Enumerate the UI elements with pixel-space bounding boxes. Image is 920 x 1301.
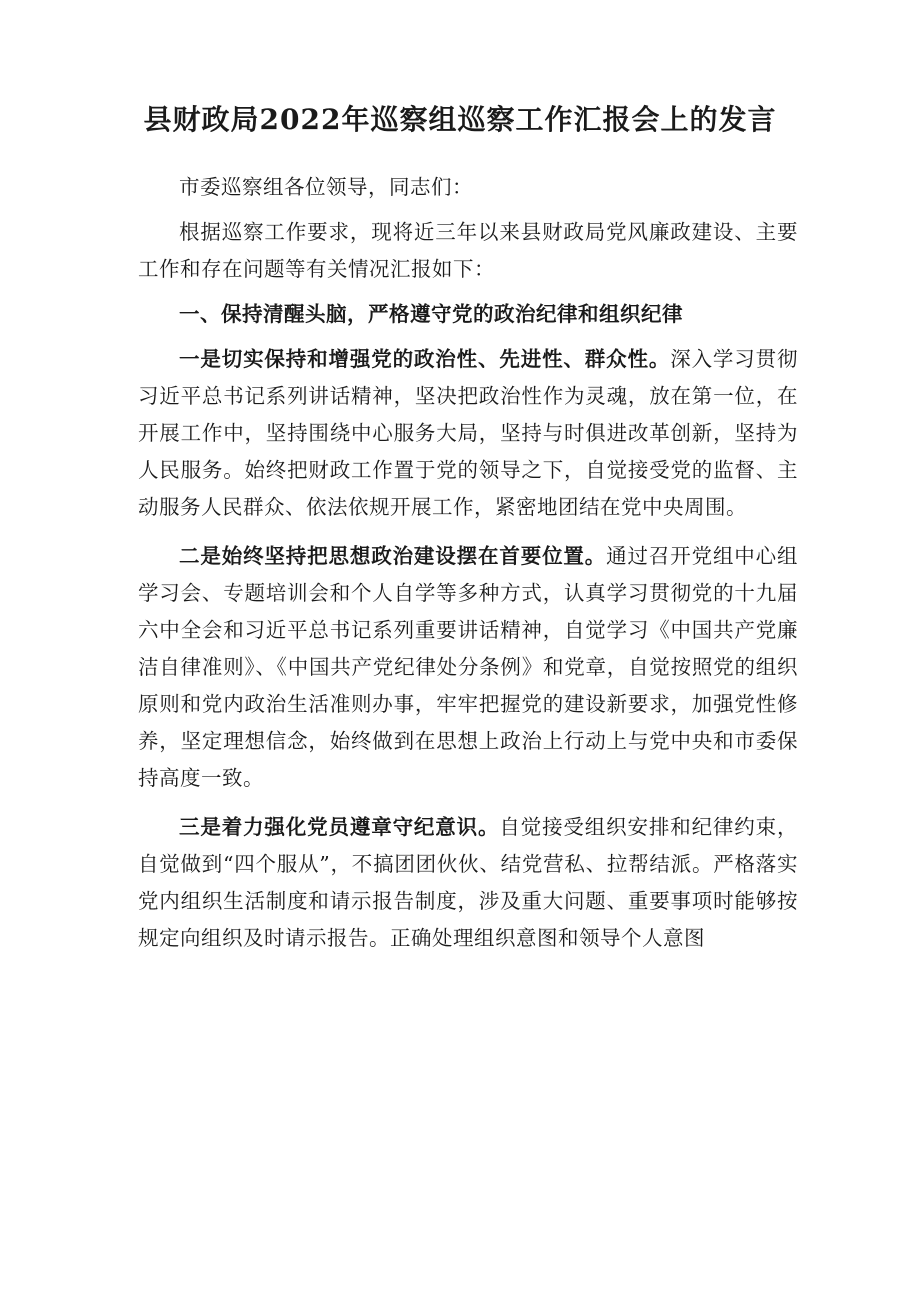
document-body: [138, 169, 798, 957]
salutation: 市委巡察组各位领导，同志们：: [179, 175, 473, 199]
point-text: 深入学习贯彻习近平总书记系列讲话精神，坚决把政治性作为灵魂，放在第一位，在开展工作中，坚持围绕中心服务大局，坚持与时俱进改革创新，坚持为人民服务。始终把财政工作置于党的领导之下，自觉接受党的监督、主动服务人民群众、依法依规开展工作，紧密地团结在党中央周围。: [138, 347, 799, 519]
point-lead: 一是切实保持和增强党的政治性、先进性、群众性。: [179, 347, 671, 371]
section-heading: 一、保持清醒头脑，严格遵守党的政治纪律和组织纪律: [179, 302, 683, 326]
point-text: 自觉接受组织安排和纪律约束，自觉做到“四个服从”，不搞团团伙伙、结党营私、拉帮结派。严格落实党内组织生活制度和请示报告制度，涉及重大问题、重要事项时能够按规定向组织及时请示报告。正确处理组织意图和领导个人意图: [138, 815, 799, 950]
point-lead: 二是始终坚持把思想政治建设摆在首要位置。: [179, 544, 607, 568]
point-lead: 三是着力强化党员遵章守纪意识。: [179, 815, 500, 839]
point-text: 通过召开党组中心组学习会、专题培训会和个人自学等多种方式，认真学习贯彻党的十九届六中全会和习近平总书记系列重要讲话精神，自觉学习《中国共产党廉洁自律准则》、《中国共产党纪律处分条例》和党章，自觉按照党的组织原则和党内政治生活准则办事，牢牢把握党的建设新要求，加强党性修养，坚定理想信念，始终做到在思想上政治上行动上与党中央和市委保持高度一致。: [138, 544, 799, 790]
intro-paragraph: 根据巡察工作要求，现将近三年以来县财政局党风廉政建设、主要工作和存在问题等有关情况汇报如下：: [138, 220, 798, 281]
paragraph-point-1: [138, 341, 798, 526]
paragraph-point-2: [138, 538, 798, 797]
document-title: 县财政局2022年巡察组巡察工作汇报会上的发言: [143, 103, 777, 136]
paragraph-point-3: [138, 809, 798, 957]
